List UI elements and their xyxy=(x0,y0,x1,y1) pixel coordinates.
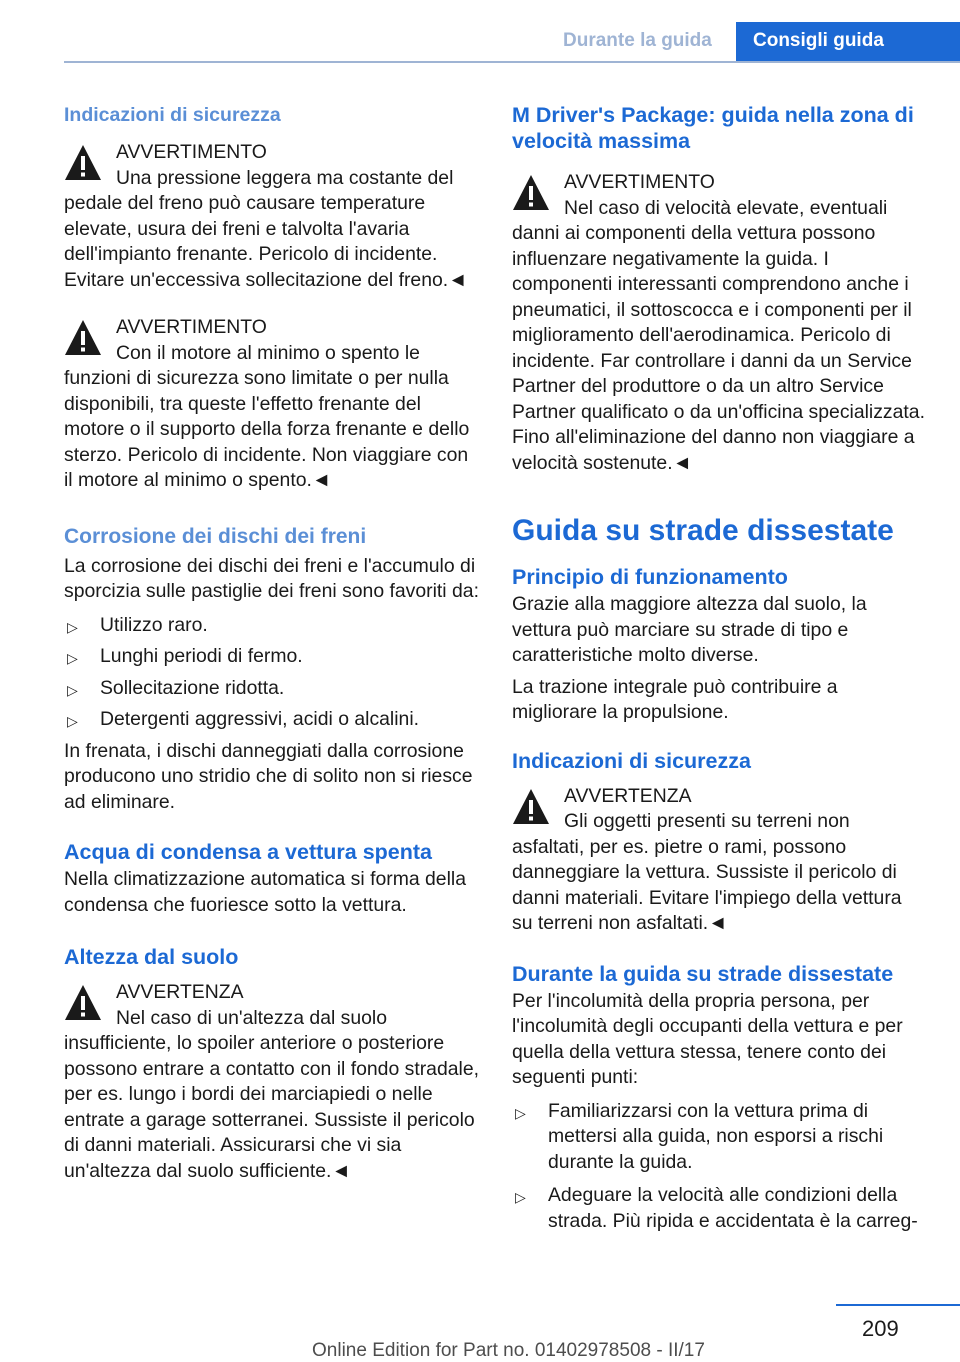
warning-triangle-icon xyxy=(64,143,102,183)
warning-triangle-icon xyxy=(512,173,550,213)
durante-text: Per l'incolumità della propria persona, per l'incolumità degli occupanti della vettura e per quella della vettura stessa, tenere conto dei seguenti punti: xyxy=(512,989,903,1088)
page-header xyxy=(0,0,960,62)
durante-heading: Durante la guida su strade dissestate xyxy=(512,961,894,986)
warning-title: AVVERTIMENTO xyxy=(116,316,267,338)
corrosion-heading: Corrosione dei dischi dei freni xyxy=(64,524,367,548)
principio-p2: La trazione integrale può contribuire a migliorare la propulsione. xyxy=(512,675,838,723)
warning-title: AVVERTIMENTO xyxy=(564,171,715,193)
warning-text: Gli oggetti presenti su terreni non asfaltati, per es. pietre o rami, possono danneggiare la vettura. Sussiste il pericolo di danni materiali. Evitare l'impiego della vettura su terreni non asfaltati.◄ xyxy=(512,810,902,934)
list-item: ▷ Detergenti aggressivi, acidi o alcalini. xyxy=(64,707,479,733)
safety-heading: Indicazioni di sicurezza xyxy=(64,104,281,126)
footer-rule xyxy=(836,1304,960,1306)
triangle-bullet-icon: ▷ xyxy=(67,681,78,698)
warning-text: Con il motore al minimo o spento le funzioni di sicurezza sono limitate o per nulla disponibili, tra queste l'effetto frenante del motore o il supporto della forza frenante e dello sterzo. Pericolo di incidente. Non viaggiare con il motore al minimo o spento.◄ xyxy=(64,341,470,491)
header-rule xyxy=(64,61,960,63)
warning-title: AVVERTIMENTO xyxy=(116,141,267,163)
warning-block-4 xyxy=(512,170,927,476)
safety2-heading: Indicazioni di sicurezza xyxy=(512,748,751,773)
list-item: ▷ Utilizzo raro. xyxy=(64,613,479,639)
list-item: ▷ Adeguare la velocità alle condizioni della strada. Più ripida e accidentata è la carreg- xyxy=(515,1184,918,1232)
warning-block-2 xyxy=(64,315,479,494)
triangle-bullet-icon: ▷ xyxy=(67,618,78,635)
corrosion-outro: In frenata, i dischi danneggiati dalla corrosione producono uno stridio che di solito non si riesce ad eliminare. xyxy=(64,739,473,813)
warning-text: Una pressione leggera ma costante del pedale del freno può causare temperature elevate, usura dei freni e talvolta l'avaria dell'impianto frenante. Pericolo di incidente. Evitare un'eccessiva sollecitazione del freno.◄ xyxy=(64,166,468,291)
mdp-heading: M Driver's Package: guida nella zona di velocità massima xyxy=(512,103,914,153)
warning-block-1 xyxy=(64,140,479,293)
list-item: ▷ Lunghi periodi di fermo. xyxy=(64,644,479,670)
triangle-bullet-icon: ▷ xyxy=(67,650,78,666)
triangle-bullet-icon: ▷ xyxy=(515,1189,526,1205)
guida-heading: Guida su strade dissestate xyxy=(512,514,894,547)
corrosion-list xyxy=(64,613,479,733)
warning-triangle-icon xyxy=(64,318,102,358)
corrosion-intro: La corrosione dei dischi dei freni e l'accumulo di sporcizia sulle pastiglie dei freni sono favoriti da: xyxy=(64,554,479,602)
list-item: ▷ Familiarizzarsi con la vettura prima di mettersi alla guida, non esporsi a rischi durante la guida. xyxy=(515,1099,884,1173)
triangle-bullet-icon: ▷ xyxy=(515,1104,526,1121)
warning-title: AVVERTENZA xyxy=(564,784,692,807)
principio-p1: Grazie alla maggiore altezza dal suolo, la vettura può marciare su strade di tipo e caratteristiche molto diverse. xyxy=(512,593,867,666)
left-column xyxy=(64,102,479,1184)
warning-block-3 xyxy=(64,980,479,1184)
page-number: 209 xyxy=(862,1316,899,1341)
warning-text: Nel caso di velocità elevate, eventuali danni ai componenti della vettura possono influenzare negativamente la guida. I componenti interessanti comprendono anche i pneumatici, il sottoscocca e i componenti per il miglioramento dell'aerodinamica. Pericolo di incidente. Far controllare i danni da un Service Partner del produttore o da un altro Service Partner qualificato o da un'officina specializzata. Fino all'eliminazione del danno non viaggiare a velocità sostenute.◄ xyxy=(512,196,925,474)
warning-triangle-icon xyxy=(64,983,102,1023)
right-column xyxy=(512,102,927,1240)
altezza-heading: Altezza dal suolo xyxy=(64,945,239,969)
condensa-text: Nella climatizzazione automatica si forma della condensa che fuoriesce sotto la vettura. xyxy=(64,868,466,916)
list-item: ▷ Sollecitazione ridotta. xyxy=(64,676,479,702)
triangle-bullet-icon: ▷ xyxy=(67,713,78,729)
principio-heading: Principio di funzionamento xyxy=(512,565,788,589)
warning-triangle-icon xyxy=(512,787,550,827)
header-chapter-tab: Consigli guida xyxy=(736,22,960,62)
warning-block-5 xyxy=(512,784,927,937)
warning-title: AVVERTENZA xyxy=(116,981,244,1003)
header-section-label: Durante la guida xyxy=(563,30,712,51)
condensa-heading: Acqua di condensa a vettura spenta xyxy=(64,840,432,864)
durante-list xyxy=(512,1099,927,1235)
footer-edition: Online Edition for Part no. 01402978508 - II/17 xyxy=(312,1340,705,1361)
warning-text: Nel caso di un'altezza dal suolo insufficiente, lo spoiler anteriore o posteriore possono entrare a contatto con il fondo stradale, per es. lungo i bordi dei marciapiedi o nelle entrate a garage sotterranei. Sussiste il pericolo di danni materiali. Assicurarsi che vi sia un'altezza dal suolo sufficiente.◄ xyxy=(64,1006,480,1182)
